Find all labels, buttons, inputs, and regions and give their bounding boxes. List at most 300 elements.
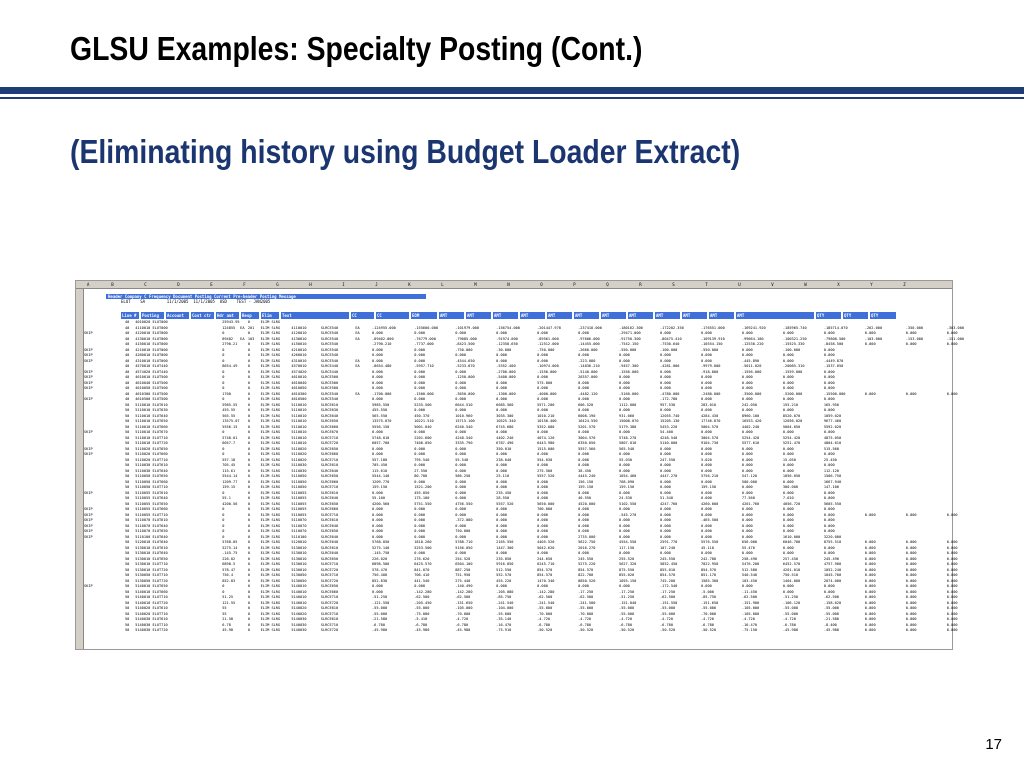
table-cell: SLRCE540 bbox=[320, 331, 339, 335]
table-cell: 0 bbox=[247, 628, 250, 632]
table-cell: 0.000 bbox=[823, 353, 835, 357]
table-cell: EA bbox=[355, 358, 360, 363]
table-cell: 4247.760 bbox=[660, 501, 678, 506]
table-cell: 5453.220 bbox=[660, 424, 678, 429]
table-cell: -4000.000 bbox=[537, 391, 557, 396]
table-cell: 0 bbox=[247, 380, 250, 385]
table-cell: SLRCE710 bbox=[320, 512, 339, 517]
table-cell: 5768.05 bbox=[222, 540, 238, 544]
table-cell: 0.000 bbox=[455, 369, 467, 374]
column-header-label: Account bbox=[167, 313, 184, 318]
table-cell: 77.560 bbox=[741, 496, 755, 500]
table-cell: 6057.7 bbox=[222, 441, 236, 445]
table-cell: -4.720 bbox=[741, 617, 755, 621]
table-cell: 50 bbox=[124, 589, 130, 594]
table-cell: 50 bbox=[124, 424, 130, 429]
table-cell: 0.000 bbox=[864, 512, 876, 517]
table-cell: 5110055 bbox=[291, 490, 307, 495]
table-cell: -50.520 bbox=[537, 628, 553, 632]
table-cell: SLRCE670 bbox=[320, 430, 339, 434]
table-cell: 40 bbox=[124, 336, 130, 341]
column-header-cell bbox=[870, 312, 896, 319]
table-cell: 2016.270 bbox=[578, 545, 596, 550]
table-cell: 4284.430 bbox=[700, 413, 719, 418]
table-cell: 5110010 ELUT640 bbox=[135, 413, 168, 418]
table-cell: 1209.770 bbox=[372, 479, 390, 484]
table-cell: 0.000 bbox=[741, 534, 753, 539]
table-cell: -55.000 bbox=[782, 611, 799, 616]
table-cell: -4.720 bbox=[578, 617, 592, 621]
column-header-label: Line # bbox=[122, 313, 137, 318]
table-cell: 5254.420 bbox=[782, 435, 801, 440]
table-cell: -79085.000 bbox=[455, 336, 477, 341]
table-cell: 16424.550 bbox=[578, 419, 598, 423]
table-cell: ELIM SLRG bbox=[260, 380, 281, 385]
table-cell: -545.270 bbox=[619, 512, 637, 517]
table-cell: -101979.000 bbox=[455, 325, 479, 330]
table-cell: SLRCE710 bbox=[320, 435, 339, 440]
table-cell: ELIM SLRG bbox=[260, 584, 281, 588]
table-cell: 3035.300 bbox=[496, 413, 514, 418]
table-cell: 159.150 bbox=[700, 485, 717, 489]
table-cell: 0.000 bbox=[660, 369, 671, 374]
table-cell: 5110055 ELUT660 bbox=[135, 507, 168, 511]
table-cell: -8654.480 bbox=[372, 364, 392, 368]
table-cell: 5140.000 bbox=[660, 441, 678, 445]
table-cell: 0.000 bbox=[741, 518, 753, 522]
table-cell: 0.000 bbox=[782, 452, 794, 456]
table-cell: 5544.140 bbox=[372, 474, 390, 478]
table-cell: 0.000 bbox=[455, 380, 467, 385]
table-cell: 103.450 bbox=[741, 578, 758, 583]
table-cell: 0.000 bbox=[782, 589, 794, 594]
table-cell: 5275.220 bbox=[578, 562, 596, 566]
table-cell: SKIP bbox=[84, 584, 93, 588]
table-cell: SLRCE640 bbox=[320, 534, 339, 539]
table-cell: -5200.000 bbox=[782, 391, 803, 396]
table-cell: 0.000 bbox=[946, 584, 958, 588]
table-cell: 0.000 bbox=[741, 512, 753, 517]
table-cell: 40 bbox=[124, 369, 130, 374]
table-cell: 0.000 bbox=[660, 512, 671, 517]
table-cell: 7406.050 bbox=[414, 441, 432, 445]
table-cell: -91974.000 bbox=[496, 336, 518, 341]
column-letter: C bbox=[144, 282, 147, 287]
table-cell: 0 bbox=[247, 578, 250, 583]
column-header-label: AMT bbox=[737, 313, 745, 318]
table-cell: 0.000 bbox=[660, 490, 671, 495]
table-cell: -1556.000 bbox=[741, 369, 762, 374]
table-cell: 6240.540 bbox=[455, 424, 473, 429]
table-cell: 5985.55 bbox=[222, 402, 238, 407]
table-cell: 0.000 bbox=[660, 446, 671, 451]
table-cell: 0.000 bbox=[823, 430, 835, 434]
table-cell: 5110055 ELUT610 bbox=[135, 490, 168, 495]
table-cell: 854.570 bbox=[660, 573, 676, 577]
table-cell: SKIP bbox=[84, 534, 93, 539]
table-cell: 0.000 bbox=[414, 375, 426, 379]
table-cell: 6443.980 bbox=[537, 441, 555, 445]
table-cell: -55.000 bbox=[619, 606, 635, 610]
table-cell: 13575.070 bbox=[372, 419, 392, 423]
table-cell: 0.000 bbox=[455, 496, 467, 500]
table-cell: -201447.970 bbox=[537, 325, 561, 330]
table-cell: 0.000 bbox=[414, 507, 426, 511]
table-cell: 0.000 bbox=[782, 380, 794, 385]
table-cell: 40 bbox=[124, 397, 130, 401]
table-cell: 0.000 bbox=[741, 430, 753, 434]
table-cell: 0.000 bbox=[864, 617, 876, 621]
table-cell: 0.000 bbox=[782, 545, 794, 550]
table-cell: 0.000 bbox=[741, 452, 753, 456]
table-cell: 50 bbox=[124, 573, 130, 577]
table-cell: -4780.000 bbox=[660, 391, 680, 396]
table-cell: 8755.510 bbox=[823, 540, 842, 544]
table-cell: 5110010 bbox=[291, 413, 307, 418]
table-cell: 1506.750 bbox=[823, 474, 842, 478]
table-cell: 0.000 bbox=[455, 507, 467, 511]
title-rule-thick bbox=[0, 87, 1024, 94]
table-cell: SLRCE610 bbox=[320, 545, 339, 550]
table-cell: -15500.000 bbox=[823, 391, 846, 396]
table-cell: 0.000 bbox=[741, 397, 753, 401]
table-cell: 565.55 bbox=[222, 413, 236, 418]
table-cell: 0 bbox=[247, 413, 250, 418]
table-cell: 51.540 bbox=[660, 496, 673, 500]
column-header-label: Hdr amt bbox=[217, 313, 234, 318]
table-cell: 4610010 ELUT500 bbox=[135, 375, 168, 379]
table-cell: 0.000 bbox=[823, 496, 835, 500]
table-cell: -145.750 bbox=[372, 551, 390, 555]
table-cell: 0.000 bbox=[537, 375, 548, 379]
table-cell: 40 bbox=[124, 380, 130, 385]
table-cell: 0 bbox=[222, 369, 225, 374]
table-cell: 0.000 bbox=[537, 485, 548, 489]
table-cell: 40 bbox=[124, 391, 130, 396]
table-cell: 0.000 bbox=[496, 397, 507, 401]
table-cell: 4610500 bbox=[291, 397, 307, 401]
table-cell: 0 bbox=[222, 353, 225, 357]
table-cell: 0.000 bbox=[455, 485, 467, 489]
table-cell: 706.410 bbox=[414, 573, 430, 577]
table-cell: ELIM SLRG bbox=[260, 534, 281, 539]
table-cell: 5110070 ELUT610 bbox=[135, 518, 168, 522]
table-cell: 4130010 bbox=[291, 336, 307, 341]
column-header-cell bbox=[121, 312, 139, 319]
table-cell: 0.000 bbox=[660, 468, 671, 473]
table-cell: 0.000 bbox=[496, 331, 507, 335]
table-cell: 0.000 bbox=[946, 578, 958, 583]
table-cell: 0.000 bbox=[537, 529, 548, 533]
table-cell: -75.910 bbox=[496, 628, 512, 632]
table-cell: -155600.000 bbox=[414, 325, 439, 330]
table-cell: 0.000 bbox=[700, 512, 712, 517]
table-cell: 5110010 ELUT710 bbox=[135, 435, 168, 440]
table-cell: 0.000 bbox=[619, 353, 630, 357]
table-cell: SLRCE540 bbox=[320, 391, 339, 396]
table-cell: 40 bbox=[124, 375, 130, 379]
slide-title: GLSU Examples: Specialty Posting (Cont.) bbox=[70, 30, 643, 67]
table-cell: 4150010 bbox=[291, 342, 307, 346]
table-cell: 0.000 bbox=[619, 584, 630, 588]
table-cell: -4.720 bbox=[700, 617, 714, 621]
table-cell: 5110070 bbox=[291, 529, 307, 533]
table-cell: 5807.010 bbox=[619, 441, 637, 445]
table-cell: 0.000 bbox=[619, 551, 630, 555]
table-cell: 0.000 bbox=[578, 452, 589, 456]
table-cell: SLRCE640 bbox=[320, 496, 339, 500]
table-cell: 0.000 bbox=[946, 611, 958, 616]
column-header-cell bbox=[191, 312, 214, 319]
table-cell: -2790.210 bbox=[372, 342, 392, 346]
table-cell: 557.18 bbox=[222, 457, 236, 462]
table-cell: 283.010 bbox=[700, 402, 717, 407]
table-cell: 0.000 bbox=[414, 347, 426, 352]
table-cell: 4875.050 bbox=[823, 435, 842, 440]
table-cell: SLRCE640 bbox=[320, 551, 339, 555]
table-cell: 4210010 bbox=[291, 347, 307, 352]
table-cell: 40 bbox=[124, 364, 130, 368]
table-cell: 0.000 bbox=[700, 375, 712, 379]
table-cell: 159.15 bbox=[222, 485, 236, 489]
table-cell: 1447.300 bbox=[496, 545, 514, 550]
table-cell: 6504.100 bbox=[455, 562, 473, 566]
table-cell: 0.000 bbox=[905, 628, 917, 632]
table-cell: 0.000 bbox=[578, 353, 589, 357]
table-cell: 15008.070 bbox=[619, 419, 639, 423]
table-cell: 55 bbox=[222, 611, 227, 616]
table-cell: 245.490 bbox=[823, 556, 839, 561]
table-cell: 0 bbox=[247, 617, 250, 621]
table-cell: 0.000 bbox=[619, 534, 630, 539]
table-cell: -12530.220 bbox=[741, 342, 764, 346]
table-cell: 40 bbox=[124, 347, 130, 352]
table-cell: 242.780 bbox=[700, 556, 717, 561]
table-cell: SLRCE540 bbox=[320, 347, 339, 352]
table-cell: 50 bbox=[124, 534, 130, 539]
table-cell: 4260010 bbox=[291, 353, 307, 357]
table-cell: 0.000 bbox=[700, 408, 712, 412]
table-cell: 24.530 bbox=[619, 496, 633, 500]
table-cell: 0.000 bbox=[372, 523, 383, 528]
table-cell: 0 bbox=[247, 320, 250, 324]
column-header-cell bbox=[682, 312, 707, 319]
table-cell: -45.980 bbox=[455, 628, 471, 632]
table-cell: SLRCE540 bbox=[320, 353, 339, 357]
table-cell: 0.000 bbox=[372, 589, 383, 594]
table-cell: 0.000 bbox=[414, 584, 426, 588]
table-cell: SLRCE650 bbox=[320, 501, 339, 506]
table-cell: 0.000 bbox=[496, 551, 507, 555]
table-cell: 0.000 bbox=[455, 397, 467, 401]
table-cell: 0.000 bbox=[414, 446, 426, 451]
table-cell: 4574020 ELUT440 bbox=[135, 369, 168, 374]
table-cell: -5140.000 bbox=[578, 369, 598, 374]
table-cell: ELIM SLRG bbox=[260, 485, 281, 489]
table-cell: 0.000 bbox=[414, 551, 426, 555]
table-cell: -104.000 bbox=[496, 606, 514, 610]
table-cell: 5557.520 bbox=[537, 474, 555, 478]
column-header-row bbox=[121, 312, 951, 319]
table-cell: 4570010 ELUT440 bbox=[135, 364, 168, 368]
table-cell: 5140030 ELUT710 bbox=[135, 622, 168, 627]
table-cell: 0.000 bbox=[578, 507, 589, 511]
table-cell: 5130050 bbox=[291, 573, 307, 577]
table-cell: 50 bbox=[124, 551, 130, 555]
table-cell: 0.000 bbox=[414, 452, 426, 456]
table-cell: 3004.570 bbox=[700, 435, 719, 440]
table-cell: -55.000 bbox=[823, 611, 839, 616]
table-cell: SLRCE540 bbox=[320, 358, 339, 363]
table-cell: 0.000 bbox=[741, 380, 753, 385]
table-cell: 0 bbox=[247, 485, 250, 489]
table-cell: 0.000 bbox=[741, 347, 753, 352]
table-cell: 28.550 bbox=[496, 496, 510, 500]
table-cell: 0 bbox=[247, 424, 250, 429]
column-header-label: EOM bbox=[412, 313, 420, 318]
table-cell: 5110050 bbox=[291, 479, 307, 484]
table-cell: -550.000 bbox=[619, 347, 637, 352]
table-cell: ELIM SLRG bbox=[260, 402, 281, 407]
table-cell: 0.000 bbox=[741, 446, 753, 451]
table-cell: -103.000 bbox=[864, 336, 883, 341]
table-cell: ELIM SLRG bbox=[260, 540, 281, 544]
table-cell: 5110030 ELUT640 bbox=[135, 468, 168, 473]
table-cell: 0.000 bbox=[455, 452, 467, 456]
table-cell: 50 bbox=[124, 584, 130, 588]
column-header-cell bbox=[351, 312, 374, 319]
table-cell: 0.000 bbox=[823, 523, 835, 528]
table-cell: 0 bbox=[222, 523, 225, 528]
table-cell: 6008.190 bbox=[578, 413, 596, 418]
table-cell: 0.000 bbox=[537, 408, 548, 412]
table-cell: 0 bbox=[247, 556, 250, 561]
table-cell: 5622.750 bbox=[578, 540, 596, 544]
table-cell: 159.150 bbox=[578, 485, 594, 489]
table-cell: 5110030 bbox=[291, 463, 307, 467]
table-cell: 2735.000 bbox=[578, 534, 596, 539]
table-cell: SKIP bbox=[84, 331, 93, 335]
table-cell: 5110055 bbox=[291, 512, 307, 517]
table-cell: 5650.000 bbox=[537, 501, 555, 506]
table-cell: 0.000 bbox=[741, 551, 753, 555]
table-cell: 4120010 ELUT000 bbox=[135, 331, 168, 335]
table-cell: 0.000 bbox=[946, 551, 958, 555]
table-cell: 0.000 bbox=[700, 523, 712, 528]
table-cell: -45.980 bbox=[414, 628, 430, 632]
table-cell: 0.000 bbox=[700, 380, 712, 385]
table-cell: 0.000 bbox=[823, 386, 835, 390]
table-cell: -12512.000 bbox=[537, 342, 559, 346]
table-cell: SLRCE710 bbox=[320, 573, 339, 577]
table-cell: ELIM SLRG bbox=[260, 375, 281, 379]
table-cell: -5.000 bbox=[700, 589, 714, 594]
table-cell: 5985.550 bbox=[372, 402, 390, 407]
table-cell: 0 bbox=[247, 391, 250, 396]
table-cell: -262.000 bbox=[864, 325, 883, 330]
table-cell: 0.000 bbox=[823, 507, 835, 511]
table-cell: -151.000 bbox=[946, 336, 965, 341]
table-cell: -151.650 bbox=[700, 600, 719, 605]
column-header-cell bbox=[411, 312, 437, 319]
table-cell: 40 bbox=[124, 358, 130, 363]
table-cell: -79808.500 bbox=[823, 336, 846, 341]
table-cell: 0.000 bbox=[782, 523, 794, 528]
table-cell: 0.000 bbox=[414, 358, 426, 363]
table-cell: 0 bbox=[247, 606, 250, 610]
table-cell: 50 bbox=[124, 496, 130, 500]
table-cell: 0 bbox=[247, 419, 250, 423]
table-cell: 4010020 ELUT000 bbox=[135, 320, 168, 324]
table-cell: 0.000 bbox=[455, 408, 467, 412]
table-cell: ELIM SLRG bbox=[260, 430, 281, 434]
table-cell: 1010.960 bbox=[455, 413, 473, 418]
table-cell: 0 bbox=[222, 507, 225, 511]
table-cell: ELIM SLRG bbox=[260, 446, 281, 451]
table-cell: -29471.000 bbox=[619, 331, 641, 335]
table-cell: SLRCE720 bbox=[320, 628, 339, 632]
table-cell: 0.000 bbox=[700, 446, 712, 451]
column-letter: H bbox=[309, 282, 312, 287]
table-cell: 0.000 bbox=[823, 375, 835, 379]
table-cell: 875.550 bbox=[619, 567, 635, 572]
table-cell: 0.000 bbox=[619, 468, 630, 473]
table-cell: 1045.700 bbox=[823, 573, 842, 577]
table-cell: 0.000 bbox=[619, 380, 630, 385]
table-cell: ELIM SLRG bbox=[260, 358, 281, 363]
table-cell: -6.780 bbox=[619, 622, 633, 627]
table-cell: ELIM SLRG bbox=[260, 408, 281, 412]
table-cell: 0.000 bbox=[660, 463, 671, 467]
table-cell: -4544.650 bbox=[455, 358, 475, 363]
table-cell: ELIM SLRG bbox=[260, 611, 281, 616]
table-cell: 5140010 ELUT720 bbox=[135, 600, 168, 605]
table-cell: 756.400 bbox=[372, 573, 388, 577]
table-cell: 1052.240 bbox=[823, 567, 842, 572]
table-cell: 50 bbox=[124, 540, 130, 544]
table-cell: 855.020 bbox=[619, 573, 635, 577]
column-header-cell bbox=[655, 312, 680, 319]
table-cell: 0.000 bbox=[455, 468, 467, 473]
table-cell: 5788.710 bbox=[455, 540, 473, 544]
table-cell: 0.000 bbox=[455, 463, 467, 467]
table-cell: 455.550 bbox=[372, 408, 388, 412]
table-cell: 0.000 bbox=[619, 490, 630, 495]
table-cell: ELIM SLRG bbox=[260, 479, 281, 484]
table-cell: SLRCE660 bbox=[320, 452, 339, 456]
table-cell: ELIM SLRG bbox=[260, 419, 281, 423]
table-cell: 0 bbox=[222, 347, 225, 352]
table-cell: 5140010 bbox=[291, 589, 307, 594]
table-cell: 3004.570 bbox=[578, 435, 596, 440]
table-cell: 854.570 bbox=[537, 567, 553, 572]
table-cell: 0.000 bbox=[782, 353, 794, 357]
table-cell: 0.000 bbox=[414, 353, 426, 357]
table-cell: 0.000 bbox=[455, 490, 467, 495]
table-cell: 0.000 bbox=[496, 353, 507, 357]
table-cell: -750.000 bbox=[455, 347, 473, 352]
column-letter: D bbox=[177, 282, 180, 287]
table-cell: -4449.870 bbox=[823, 358, 844, 363]
table-cell: 5110030 bbox=[291, 468, 307, 473]
table-cell: 275.500 bbox=[537, 468, 553, 473]
column-header-label: AMT bbox=[521, 313, 529, 318]
table-cell: 5605.550 bbox=[823, 501, 842, 506]
table-cell: 4210010 ELUT000 bbox=[135, 347, 168, 352]
table-cell: 931.060 bbox=[619, 413, 635, 418]
table-cell: 3220.000 bbox=[823, 534, 842, 539]
table-cell: 5110100 ELUT640 bbox=[135, 534, 168, 539]
